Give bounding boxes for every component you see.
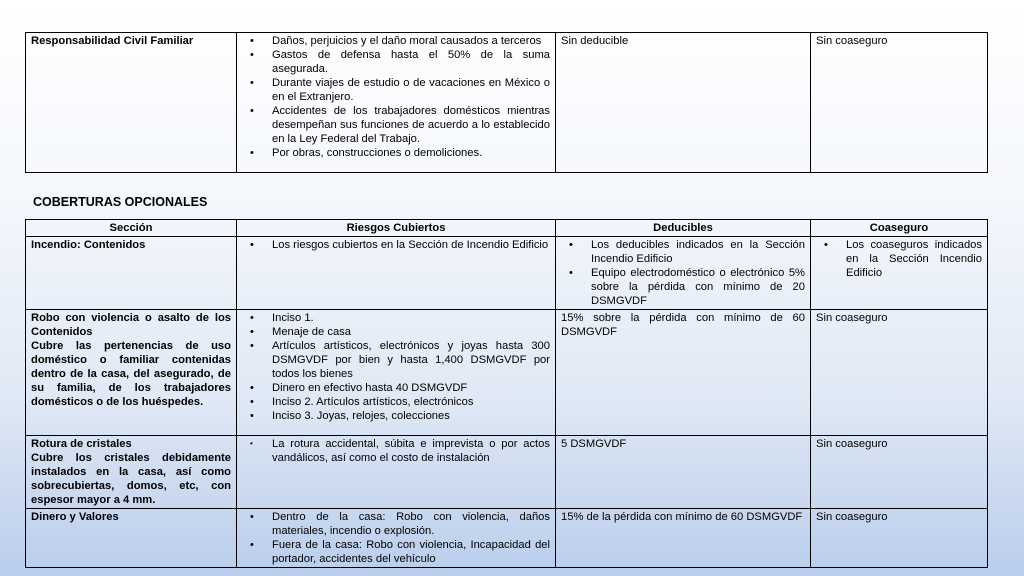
column-header-risks: Riesgos Cubiertos bbox=[237, 220, 556, 237]
table-row bbox=[26, 436, 988, 509]
risks-list bbox=[242, 34, 550, 160]
table-row bbox=[26, 33, 988, 173]
deductible-cell: 15% sobre la pérdida con mínimo de 60 DSMGVDF bbox=[556, 310, 811, 436]
deductibles-cell bbox=[556, 237, 811, 310]
deductible-cell: 15% de la pérdida con mínimo de 60 DSMGVDF bbox=[556, 509, 811, 568]
risks-cell bbox=[237, 509, 556, 568]
list-item: • Los deducibles indicados en la Sección Incendio Edificio bbox=[561, 238, 805, 266]
list-item: • Durante viajes de estudio o de vacaciones en México o en el Extranjero. bbox=[242, 76, 550, 104]
optional-coverages-table bbox=[25, 219, 988, 568]
column-header-deductibles: Deducibles bbox=[556, 220, 811, 237]
coinsurance-list bbox=[816, 238, 982, 280]
list-item: • Los coaseguros indicados en la Sección Incendio Edificio bbox=[816, 238, 982, 280]
list-item: • Menaje de casa bbox=[242, 325, 550, 339]
row-title: Rotura de cristales bbox=[31, 438, 132, 450]
table-row bbox=[26, 310, 988, 436]
risks-list bbox=[242, 311, 550, 423]
section-cell: Dinero y Valores bbox=[26, 509, 237, 568]
table-row bbox=[26, 509, 988, 568]
risks-cell bbox=[237, 237, 556, 310]
deductible-cell: Sin deducible bbox=[556, 33, 811, 173]
list-item: • Inciso 2. Artículos artísticos, electrónicos bbox=[242, 395, 550, 409]
column-header-section: Sección bbox=[26, 220, 237, 237]
list-item: • Equipo electrodoméstico o electrónico 5% sobre la pérdida con mínimo de 20 DSMGVDF bbox=[561, 266, 805, 308]
list-item: • Fuera de la casa: Robo con violencia, Incapacidad del portador, accidentes del vehículo bbox=[242, 538, 550, 566]
deductibles-list bbox=[561, 238, 805, 308]
list-item: • Los riesgos cubiertos en la Sección de Incendio Edificio bbox=[242, 238, 550, 252]
deductible-cell: 5 DSMGVDF bbox=[556, 436, 811, 509]
list-item: • Artículos artísticos, electrónicos y joyas hasta 300 DSMGVDF por bien y hasta 1,400 DSMGVDF por todos los bienes bbox=[242, 339, 550, 381]
list-item: • Accidentes de los trabajadores domésticos mientras desempeñan sus funciones de acuerdo a lo establecido en la Ley Federal del Trabajo. bbox=[242, 104, 550, 146]
section-cell: Incendio: Contenidos bbox=[26, 237, 237, 310]
row-title: Robo con violencia o asalto de los Contenidos bbox=[31, 312, 231, 338]
list-item: • Inciso 3. Joyas, relojes, colecciones bbox=[242, 409, 550, 423]
coinsurance-cell: Sin coaseguro bbox=[811, 509, 988, 568]
list-item: • La rotura accidental, súbita e imprevista o por actos vandálicos, así como el costo de instalación bbox=[242, 437, 550, 465]
civil-liability-table bbox=[25, 32, 988, 173]
header-row bbox=[26, 220, 988, 237]
section-cell bbox=[26, 310, 237, 436]
risks-list bbox=[242, 510, 550, 566]
coinsurance-cell bbox=[811, 237, 988, 310]
risks-list bbox=[242, 238, 550, 252]
coinsurance-cell: Sin coaseguro bbox=[811, 33, 988, 173]
section-heading: COBERTURAS OPCIONALES bbox=[33, 195, 208, 209]
list-item: • Gastos de defensa hasta el 50% de la suma asegurada. bbox=[242, 48, 550, 76]
list-item: • Inciso 1. bbox=[242, 311, 550, 325]
risks-list bbox=[242, 437, 550, 465]
list-item: • Dentro de la casa: Robo con violencia, daños materiales, incendio o explosión. bbox=[242, 510, 550, 538]
section-cell bbox=[26, 436, 237, 509]
list-item: • Por obras, construcciones o demoliciones. bbox=[242, 146, 550, 160]
row-description: Cubre las pertenencias de uso doméstico o familiar contenidas dentro de la casa, del asegurado, de su familia, de los trabajadores domésticos o de los huéspedes. bbox=[31, 340, 231, 408]
risks-cell bbox=[237, 310, 556, 436]
list-item: • Dinero en efectivo hasta 40 DSMGVDF bbox=[242, 381, 550, 395]
risks-cell bbox=[237, 436, 556, 509]
section-cell: Responsabilidad Civil Familiar bbox=[26, 33, 237, 173]
column-header-coinsurance: Coaseguro bbox=[811, 220, 988, 237]
list-item: • Daños, perjuicios y el daño moral causados a terceros bbox=[242, 34, 550, 48]
coinsurance-cell: Sin coaseguro bbox=[811, 310, 988, 436]
row-description: Cubre los cristales debidamente instalados en la casa, así como sobrecubiertas, domos, etc, con espesor mayor a 4 mm. bbox=[31, 452, 231, 506]
coinsurance-cell: Sin coaseguro bbox=[811, 436, 988, 509]
risks-cell bbox=[237, 33, 556, 173]
table-row bbox=[26, 237, 988, 310]
